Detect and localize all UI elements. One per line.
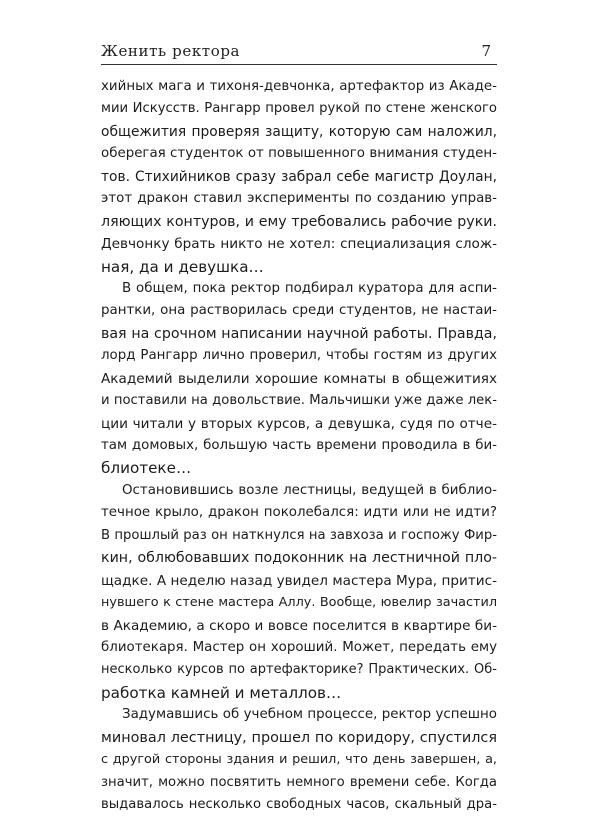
- text-line: В прошлый раз он наткнулся на завхоза и госпожу Фир-: [101, 527, 497, 543]
- text-line: кин, облюбовавших подоконник на лестничной пло-: [101, 550, 497, 567]
- text-line: хийных мага и тихоня-девчонка, артефактор из Акаде-: [101, 79, 497, 94]
- text-line: мии Искусств. Рангарр провел рукой по стене женского: [101, 101, 497, 117]
- text-line: течное крыло, дракон поколебался: идти или не идти?: [101, 505, 497, 521]
- paragraph-first-line: В общем, пока ректор подбирал куратора для аспи-: [122, 280, 497, 296]
- text-line: этот дракон ставил эксперименты по созданию управ-: [101, 191, 497, 207]
- paragraph-first-line: Задумавшись об учебном процессе, ректор успешно: [122, 707, 497, 723]
- text-line: и поставили на довольствие. Мальчишки уже даже лек-: [101, 393, 497, 409]
- text-line: нувшего к стене мастера Аллу. Вообще, ювелир зачастил: [101, 595, 497, 611]
- running-header: [101, 40, 497, 65]
- text-line: оберегая студенток от повышенного внимания студен-: [101, 146, 497, 162]
- text-line: ции читали у вторых курсов, а девушка, судя по отче-: [101, 415, 497, 432]
- text-line: рантки, она растворилась среди студентов, не настаи-: [101, 303, 497, 319]
- text-line: значит, можно посвятить немного времени себе. Когда: [101, 774, 497, 790]
- body-text: [101, 76, 497, 816]
- page-number: 7: [481, 42, 491, 60]
- text-line: с другой стороны здания и решил, что день завершен, а,: [101, 752, 497, 768]
- text-line: Девчонку брать никто не хотел: специализация слож-: [101, 236, 497, 253]
- text-line: вая на срочном написании научной работы. Правда,: [101, 325, 497, 342]
- text-line: там домовых, большую часть времени проводила в би-: [101, 438, 497, 453]
- text-line: Академий выделили хорошие комнаты в общежитиях: [101, 370, 497, 387]
- text-line: выдавалось несколько свободных часов, скальный дра-: [101, 797, 497, 812]
- text-line: в Академию, а скоро и вовсе поселится в квартире би-: [101, 617, 497, 634]
- text-line: лорд Рангарр лично проверил, чтобы гостям из других: [101, 348, 497, 364]
- text-line: блиотекаря. Мастер он хороший. Может, передать ему: [101, 639, 497, 655]
- text-line: щадке. А неделю назад увидел мастера Мура, притис-: [101, 572, 497, 589]
- text-line: блиотеке…: [101, 459, 192, 478]
- running-title: Женить ректора: [101, 42, 241, 60]
- text-line: тов. Стихийников сразу забрал себе магистр Доулан,: [101, 168, 497, 185]
- text-line: работка камней и металлов…: [101, 683, 342, 702]
- text-line: несколько курсов по артефакторике? Практических. Об-: [101, 662, 497, 678]
- text-line: миновал лестницу, прошел по коридору, спустился: [101, 729, 497, 746]
- text-line: ная, да и девушка…: [101, 257, 264, 276]
- text-line: ляющих контуров, и ему требовались рабочие руки.: [101, 213, 497, 230]
- text-line: общежития проверяя защиту, которую сам наложил,: [101, 123, 497, 140]
- paragraph-first-line: Остановившись возле лестницы, ведущей в библио-: [122, 482, 497, 498]
